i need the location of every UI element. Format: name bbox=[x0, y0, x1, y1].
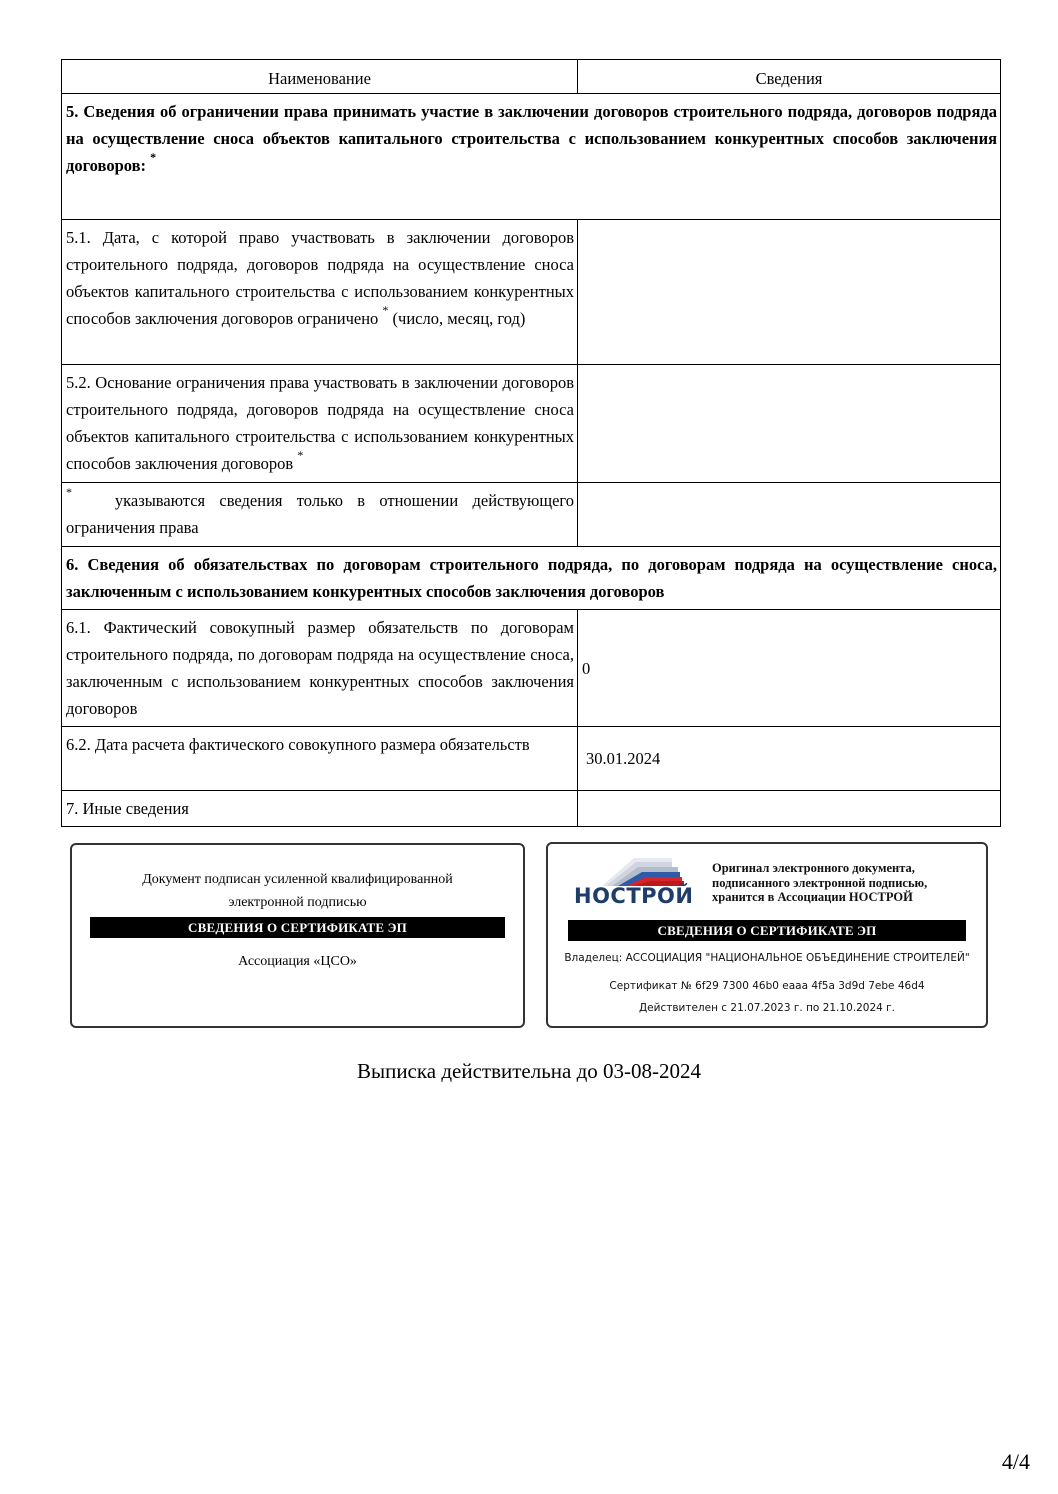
asterisk-marker: * bbox=[66, 484, 72, 499]
row-6-1-value: 0 bbox=[578, 610, 1001, 727]
nostroy-logo-text: НОСТРОЙ bbox=[574, 884, 694, 908]
row-5-1 bbox=[62, 220, 1001, 365]
certificate-validity: Действителен с 21.07.2023 г. по 21.10.2024 г. bbox=[638, 1002, 896, 1014]
row-5-2-value bbox=[578, 365, 1001, 483]
section-6-title: 6. Сведения об обязательствах по договорам строительного подряда, по договорам подряда на осуществление сноса, заключенным с использованием конкурентных способов заключения договоров bbox=[62, 547, 1001, 610]
row-7 bbox=[62, 791, 1001, 827]
row-5-2-label-text: 5.2. Основание ограничения права участвовать в заключении договоров строительного подряда, договоров подряда на осуществление сноса объектов капитального строительства с использованием конкурентных способов заключения договоров bbox=[66, 373, 574, 473]
footnote-value bbox=[578, 483, 1001, 547]
section-5-title-text: 5. Сведения об ограничении права принимать участие в заключении договоров строительного подряда, договоров подряда на осуществление сноса объектов капитального строительства с использованием конкурентных способов заключения договоров: bbox=[66, 102, 997, 175]
row-5-1-label-text: 5.1. Дата, с которой право участвовать в заключении договоров строительного подряда, договоров подряда на осуществление сноса объектов капитального строительства с использованием конкурентных способов заключения договоров ограничено bbox=[66, 228, 574, 328]
row-5-1-label-tail: (число, месяц, год) bbox=[392, 309, 526, 328]
signature-stamp-left bbox=[70, 843, 525, 1028]
section-5-row bbox=[62, 94, 1001, 220]
row-6-2 bbox=[62, 727, 1001, 791]
signature-stamp-right bbox=[546, 842, 988, 1028]
original-note-line1: Оригинал электронного документа, bbox=[712, 861, 915, 875]
row-6-1-label: 6.1. Фактический совокупный размер обязательств по договорам строительного подряда, по договорам подряда на осуществление сноса, заключенным с использованием конкурентных способов заключения договоров bbox=[62, 610, 578, 727]
stamp-left-line2: электронной подписью bbox=[228, 895, 367, 910]
row-5-2 bbox=[62, 365, 1001, 483]
certificate-number: Сертификат № 6f29 7300 46b0 eaaa 4f5a 3d9d 7ebe 46d4 bbox=[609, 980, 925, 992]
registry-extract-table bbox=[61, 59, 1001, 827]
page-number: 4/4 bbox=[1001, 1449, 1030, 1474]
asterisk-marker: * bbox=[150, 149, 157, 164]
row-5-2-label bbox=[62, 365, 578, 483]
section-6-row bbox=[62, 547, 1001, 610]
certificate-owner: Владелец: АССОЦИАЦИЯ "НАЦИОНАЛЬНОЕ ОБЪЕДИНЕНИЕ СТРОИТЕЛЕЙ" bbox=[564, 952, 970, 964]
row-6-2-label: 6.2. Дата расчета фактического совокупного размера обязательств bbox=[62, 727, 578, 791]
table-header-row bbox=[62, 60, 1001, 94]
row-5-1-label bbox=[62, 220, 578, 365]
header-info-cell: Сведения bbox=[578, 60, 1001, 94]
asterisk-marker: * bbox=[297, 447, 304, 462]
row-7-label: 7. Иные сведения bbox=[62, 791, 578, 827]
stamp-right-original-note bbox=[712, 861, 972, 905]
row-7-value bbox=[578, 791, 1001, 827]
footnote-row bbox=[62, 483, 1001, 547]
row-5-1-value bbox=[578, 220, 1001, 365]
footnote-text: указываются сведения только в отношении действующего ограничения права bbox=[66, 491, 575, 537]
row-6-1 bbox=[62, 610, 1001, 727]
extract-validity-note: Выписка действительна до 03-08-2024 bbox=[356, 1059, 702, 1083]
original-note-line3: хранится в Ассоциации НОСТРОЙ bbox=[712, 890, 913, 904]
row-6-2-value: 30.01.2024 bbox=[578, 727, 1001, 791]
stamp-left-certificate-bar: СВЕДЕНИЯ О СЕРТИФИКАТЕ ЭП bbox=[90, 917, 505, 938]
original-note-line2: подписанного электронной подписью, bbox=[712, 875, 928, 890]
stamp-left-line1: Документ подписан усиленной квалифицированной bbox=[142, 872, 453, 887]
stamp-left-organization: Ассоциация «ЦСО» bbox=[238, 954, 357, 969]
stamp-right-certificate-bar: СВЕДЕНИЯ О СЕРТИФИКАТЕ ЭП bbox=[568, 920, 966, 941]
header-name-cell: Наименование bbox=[62, 60, 578, 94]
section-5-title bbox=[62, 94, 1001, 220]
footnote-cell bbox=[62, 483, 578, 547]
asterisk-marker: * bbox=[382, 302, 389, 317]
